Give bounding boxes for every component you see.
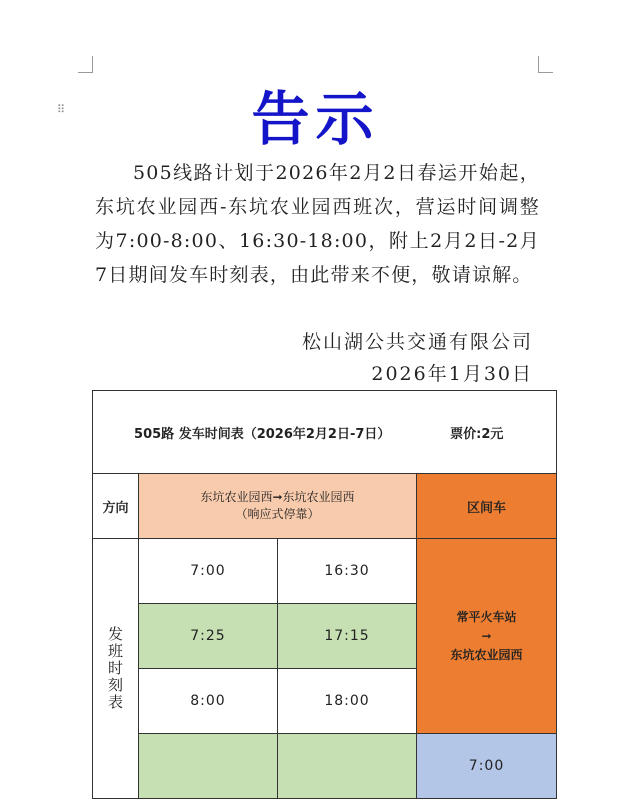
main-route-name: 东坑农业园西➞东坑农业园西	[200, 490, 355, 504]
notice-title: 告示	[251, 85, 380, 153]
timetable-title: 505路 发车时间表（2026年2月2日-7日）	[134, 426, 391, 442]
notice-paragraph	[95, 156, 540, 292]
section-route-to: 东坑农业园西	[450, 647, 523, 662]
drag-handle-icon[interactable]: ⠿	[57, 103, 67, 116]
table-row	[93, 734, 557, 799]
section-route-arrow: ➞	[481, 628, 492, 643]
schedule-label-cell	[93, 539, 139, 799]
signature-date: 2026年1月30日	[371, 363, 533, 385]
table-row	[93, 539, 557, 604]
departure-time: 16:30	[278, 539, 417, 604]
direction-label: 方向	[93, 474, 139, 539]
section-bus-label: 区间车	[417, 474, 557, 539]
section-route-cell	[417, 539, 557, 734]
page-corner-mark	[538, 56, 553, 73]
departure-time: 18:00	[278, 669, 417, 734]
main-route-cell	[139, 474, 417, 539]
timetable-header	[93, 391, 557, 474]
bus-timetable	[92, 390, 557, 799]
section-departure-time: 7:00	[417, 734, 557, 799]
departure-time: 7:25	[139, 604, 278, 669]
departure-time	[278, 734, 417, 799]
direction-row	[93, 474, 557, 539]
departure-time: 17:15	[278, 604, 417, 669]
main-route-note: （响应式停靠）	[235, 507, 320, 521]
timetable-header-row	[93, 391, 557, 474]
notice-text: 505线路计划于2026年2月2日春运开始起，东坑农业园西-东坑农业园西班次，营运时间调整为7:00-8:00、16:30-18:00，附上2月2日-2月7日期间发车时刻表，由此带来不便，敬请谅解。	[95, 162, 540, 286]
departure-time	[139, 734, 278, 799]
departure-time: 8:00	[139, 669, 278, 734]
ticket-price: 票价:2元	[450, 426, 504, 442]
departure-time: 7:00	[139, 539, 278, 604]
signature-company: 松山湖公共交通有限公司	[301, 331, 533, 353]
schedule-label: 发班时刻表	[106, 626, 124, 711]
section-route-from: 常平火车站	[456, 609, 517, 624]
page-corner-mark	[78, 56, 93, 73]
